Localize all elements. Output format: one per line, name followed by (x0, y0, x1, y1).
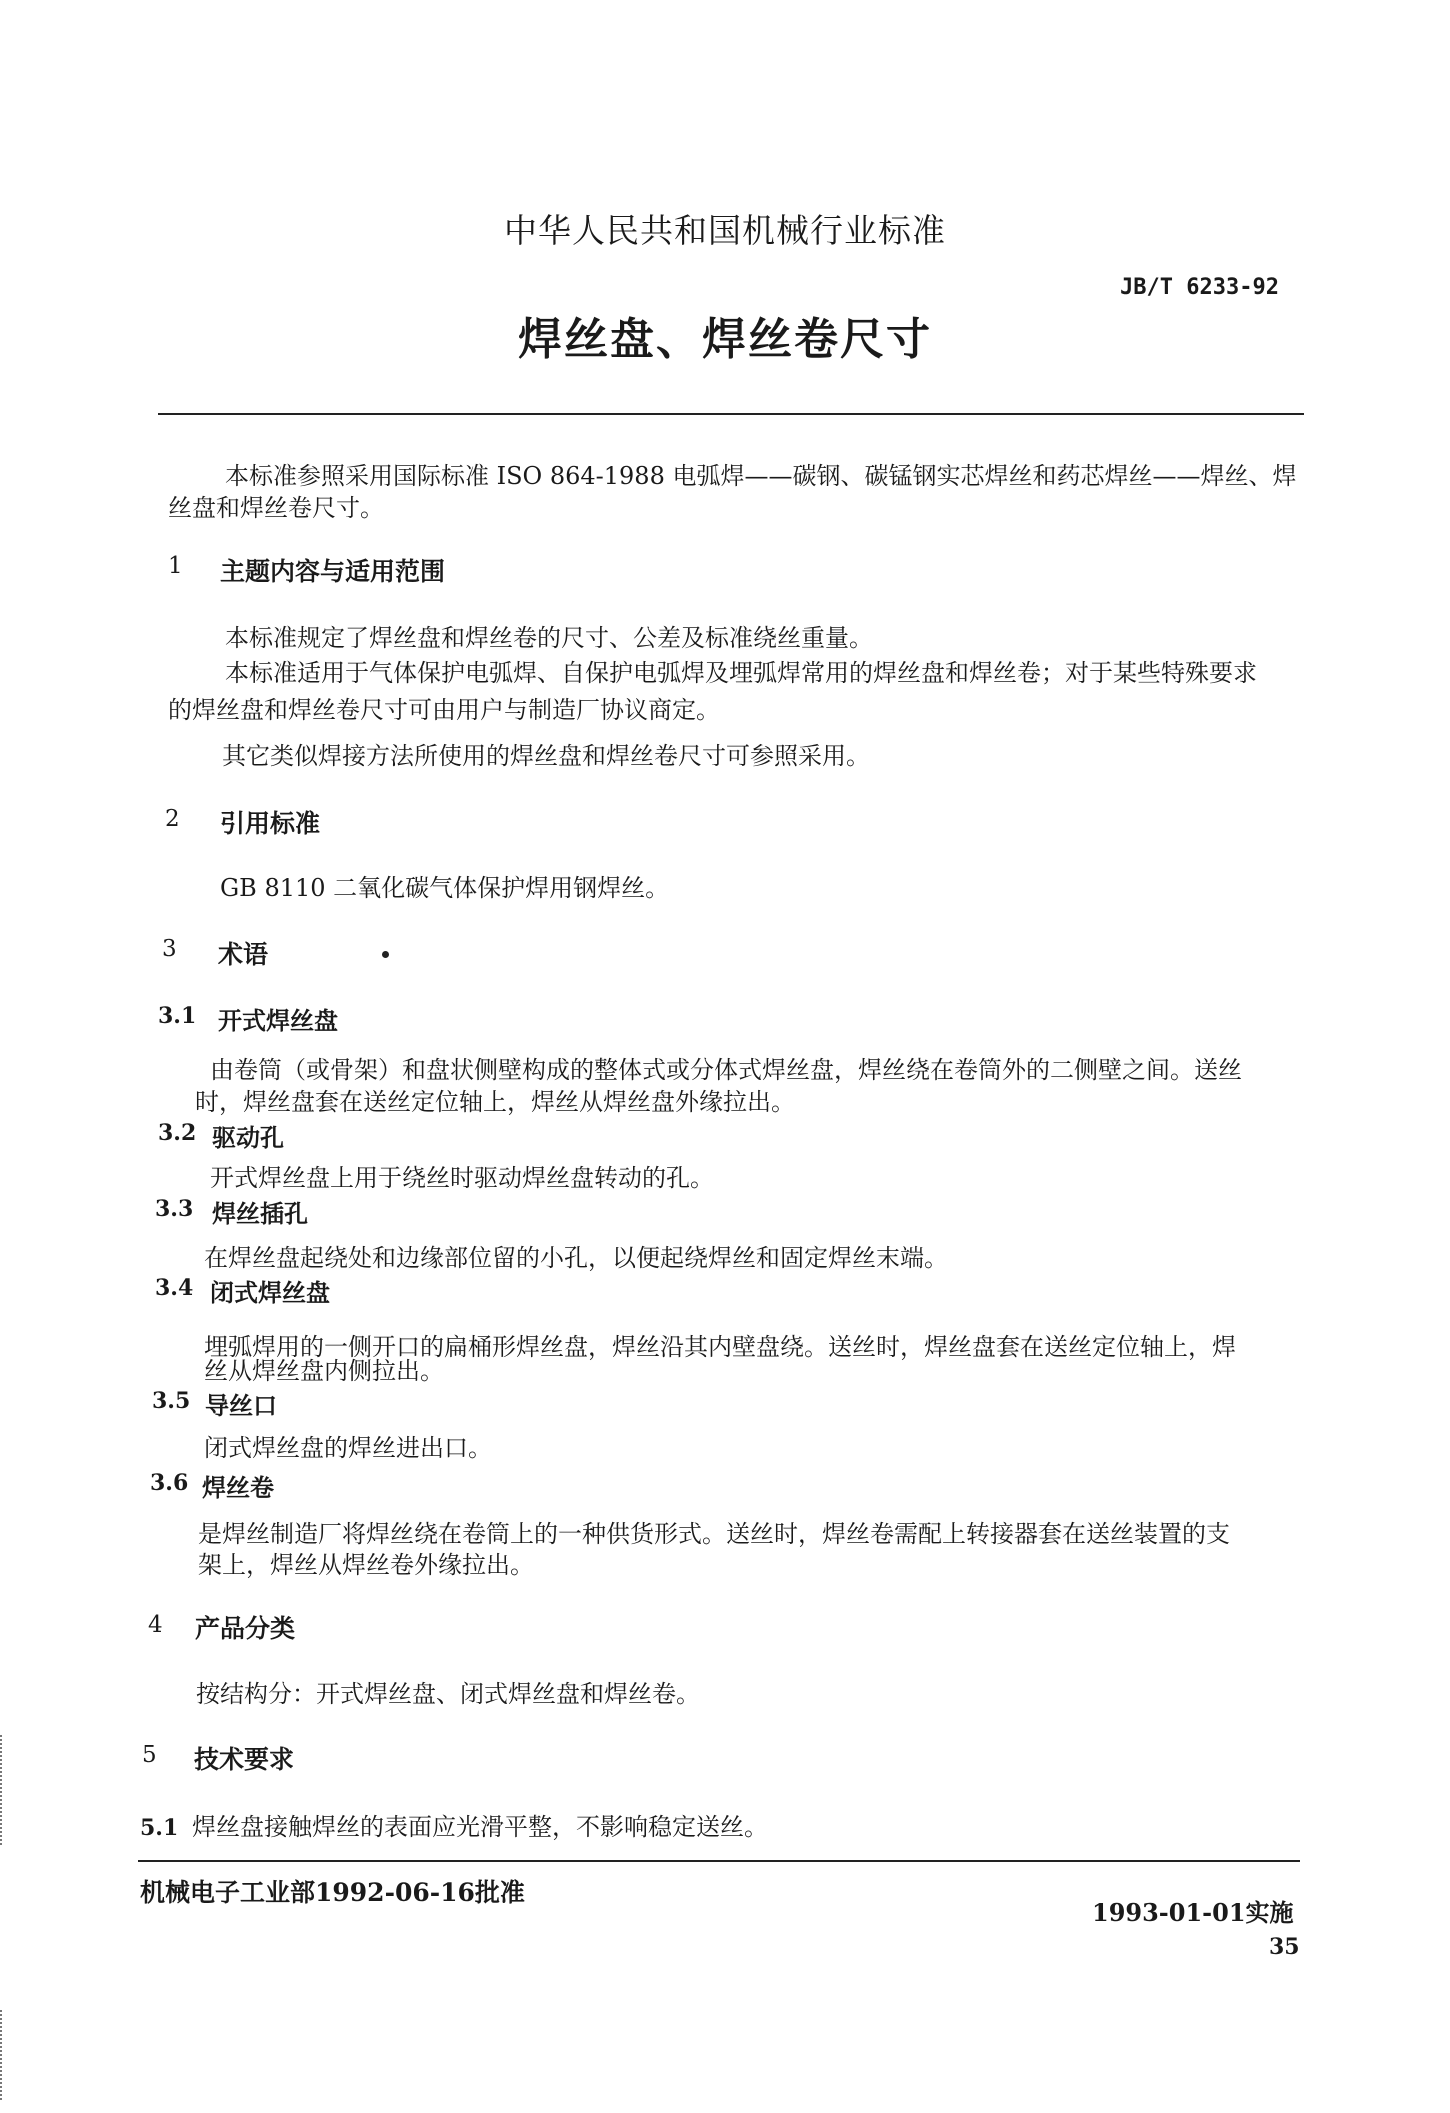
subsection-line: 由卷筒（或骨架）和盘状侧壁构成的整体式或分体式焊丝盘，焊丝绕在卷筒外的二侧壁之间。送丝 (210, 1056, 1242, 1084)
subsection-line: 焊丝盘接触焊丝的表面应光滑平整，不影响稳定送丝。 (192, 1813, 768, 1841)
subsection-line: 是焊丝制造厂将焊丝绕在卷筒上的一种供货形式。送丝时，焊丝卷需配上转接器套在送丝装置的支 (198, 1520, 1230, 1548)
subsection-line: 在焊丝盘起绕处和边缘部位留的小孔，以便起绕焊丝和固定焊丝末端。 (204, 1244, 948, 1272)
subsection-line: 架上，焊丝从焊丝卷外缘拉出。 (198, 1551, 534, 1579)
effective-date: 1993-01-01实施 (1092, 1898, 1294, 1927)
section-number: 2 (165, 806, 180, 832)
subsection-title: 驱动孔 (212, 1123, 284, 1152)
section-4-line: 按结构分：开式焊丝盘、闭式焊丝盘和焊丝卷。 (196, 1680, 700, 1708)
section-title: 主题内容与适用范围 (220, 557, 446, 586)
scan-speck (382, 951, 389, 958)
subsection-title: 导丝口 (205, 1391, 277, 1420)
subsection-number: 3.2 (158, 1120, 197, 1146)
document-title: 焊丝盘、焊丝卷尺寸 (518, 314, 932, 365)
section-number: 5 (142, 1742, 157, 1768)
section-2-line: GB 8110 二氧化碳气体保护焊用钢焊丝。 (220, 874, 670, 902)
subsection-line: 开式焊丝盘上用于绕丝时驱动焊丝盘转动的孔。 (210, 1164, 714, 1192)
intro-line-2: 丝盘和焊丝卷尺寸。 (168, 494, 384, 522)
section-number: 1 (168, 553, 183, 579)
subsection-number: 3.4 (155, 1275, 194, 1301)
issuing-organization: 中华人民共和国机械行业标准 (504, 211, 946, 250)
section-title: 术语 (218, 940, 269, 969)
page-number: 35 (1269, 1934, 1300, 1960)
section-1-line: 本标准适用于气体保护电弧焊、自保护电弧焊及埋弧焊常用的焊丝盘和焊丝卷；对于某些特殊要求 (225, 659, 1257, 687)
section-title: 产品分类 (195, 1614, 296, 1643)
subsection-number: 3.5 (152, 1388, 191, 1414)
section-1-line: 的焊丝盘和焊丝卷尺寸可由用户与制造厂协议商定。 (168, 696, 720, 724)
section-number: 4 (148, 1612, 163, 1638)
subsection-number: 3.1 (158, 1003, 197, 1029)
subsection-title: 开式焊丝盘 (218, 1006, 338, 1035)
section-number: 3 (162, 936, 177, 962)
subsection-number: 3.3 (155, 1196, 194, 1222)
subsection-line: 闭式焊丝盘的焊丝进出口。 (204, 1434, 492, 1462)
standard-number: JB/T 6233-92 (1120, 275, 1279, 300)
subsection-line: 时，焊丝盘套在送丝定位轴上，焊丝从焊丝盘外缘拉出。 (195, 1088, 795, 1116)
subsection-number: 3.6 (150, 1470, 189, 1496)
subsection-line: 丝从焊丝盘内侧拉出。 (204, 1357, 444, 1385)
footer-rule (138, 1860, 1300, 1862)
scan-edge-mark (0, 1735, 10, 1845)
header-rule (158, 413, 1304, 415)
section-title: 技术要求 (194, 1745, 295, 1774)
subsection-title: 焊丝插孔 (212, 1199, 308, 1228)
section-title: 引用标准 (220, 809, 321, 838)
intro-line-1: 本标准参照采用国际标准 ISO 864-1988 电弧焊——碳钢、碳锰钢实芯焊丝和药芯焊丝——焊丝、焊 (225, 462, 1297, 490)
scan-edge-mark (0, 2010, 10, 2100)
subsection-title: 闭式焊丝盘 (210, 1278, 330, 1307)
subsection-title: 焊丝卷 (202, 1473, 274, 1502)
section-1-line: 其它类似焊接方法所使用的焊丝盘和焊丝卷尺寸可参照采用。 (222, 742, 870, 770)
section-1-line: 本标准规定了焊丝盘和焊丝卷的尺寸、公差及标准绕丝重量。 (225, 624, 873, 652)
subsection-number: 5.1 (140, 1815, 179, 1841)
subsection-line: 埋弧焊用的一侧开口的扁桶形焊丝盘，焊丝沿其内壁盘绕。送丝时，焊丝盘套在送丝定位轴上，焊 (204, 1333, 1236, 1361)
approval-date: 机械电子工业部1992-06-16批准 (140, 1878, 525, 1907)
